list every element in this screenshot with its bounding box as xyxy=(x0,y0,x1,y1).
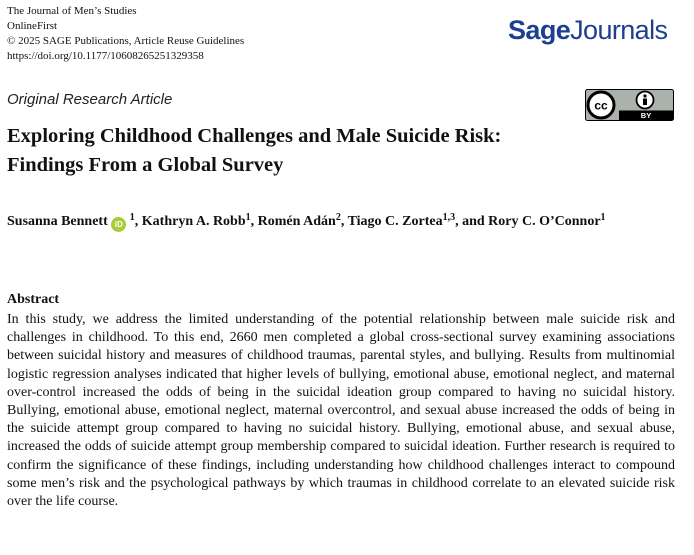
abstract-text: In this study, we address the limited understanding of the potential relationship between male suicide risk and challenges in childhood. To this end, 2660 men completed a global cross-sectional survey examining associations between suicidal history and measures of childhood traumas, parental styles, and bullying. Results from multinomial logistic regression analyses indicated that higher levels of bullying, emotional abuse, emotional neglect, and maternal over-control increased the odds of being in the suicidal ideation group compared to having no suicidal history. Bullying, emotional abuse, emotional neglect, maternal overcontrol, and sexual abuse increased the odds of being in the suicide attempt group compared to having no suicidal history. Bullying, emotional abuse, and sexual abuse, increased the odds of suicide attempt group membership compared to suicidal ideation. Further research is required to confirm the significance of these findings, including understanding how childhood challenges interact to compound some men’s risk and the psychological pathways by which traumas in childhood correlate to an elevated suicide risk over the life course. xyxy=(7,312,675,510)
orcid-icon[interactable]: iD xyxy=(111,217,126,232)
article-title: Exploring Childhood Challenges and Male Suicide Risk: Findings From a Global Survey xyxy=(7,125,502,176)
author-affiliation: 1 xyxy=(600,212,606,223)
author-list: Susanna Bennett iD $^1$, Kathryn A. Robb$^1$, Romén Adán$^2$, Tiago C. Zortea$^{1,3}$, and Rory C. O’Connor$^1$ xyxy=(7,211,687,233)
author-affiliation: 2 xyxy=(335,212,341,223)
sage-journals-logo[interactable] xyxy=(508,15,667,46)
author-conjunction: and xyxy=(462,214,485,229)
author-name[interactable]: Kathryn A. Robb xyxy=(141,214,246,229)
by-label: BY xyxy=(640,111,652,120)
author-affiliation: 1 xyxy=(129,212,135,223)
author-name[interactable]: Susanna Bennett xyxy=(7,214,108,229)
copyright-line[interactable]: © 2025 SAGE Publications, Article Reuse Guidelines xyxy=(7,35,245,47)
logo-part-sage: Sage xyxy=(508,15,571,45)
author-name[interactable]: Tiago C. Zortea xyxy=(347,214,443,229)
cc-by-license-badge[interactable] xyxy=(585,89,674,121)
cc-mark-text: cc xyxy=(594,98,608,113)
journal-meta xyxy=(7,4,244,64)
article-type: Original Research Article xyxy=(7,91,173,108)
author-affiliation: 1 xyxy=(245,212,251,223)
author-affiliation: 1,3 xyxy=(442,212,456,223)
publication-status: OnlineFirst xyxy=(7,20,58,32)
author-name[interactable]: Rory C. O’Connor xyxy=(488,214,601,229)
journal-name: The Journal of Men’s Studies xyxy=(7,5,137,17)
author-name[interactable]: Romén Adán xyxy=(257,214,336,229)
abstract-heading: Abstract xyxy=(7,292,60,307)
doi-link[interactable]: https://doi.org/10.1177/10608265251329358 xyxy=(7,50,204,62)
attribution-icon xyxy=(643,94,646,97)
logo-part-journals: Journals xyxy=(570,15,668,45)
